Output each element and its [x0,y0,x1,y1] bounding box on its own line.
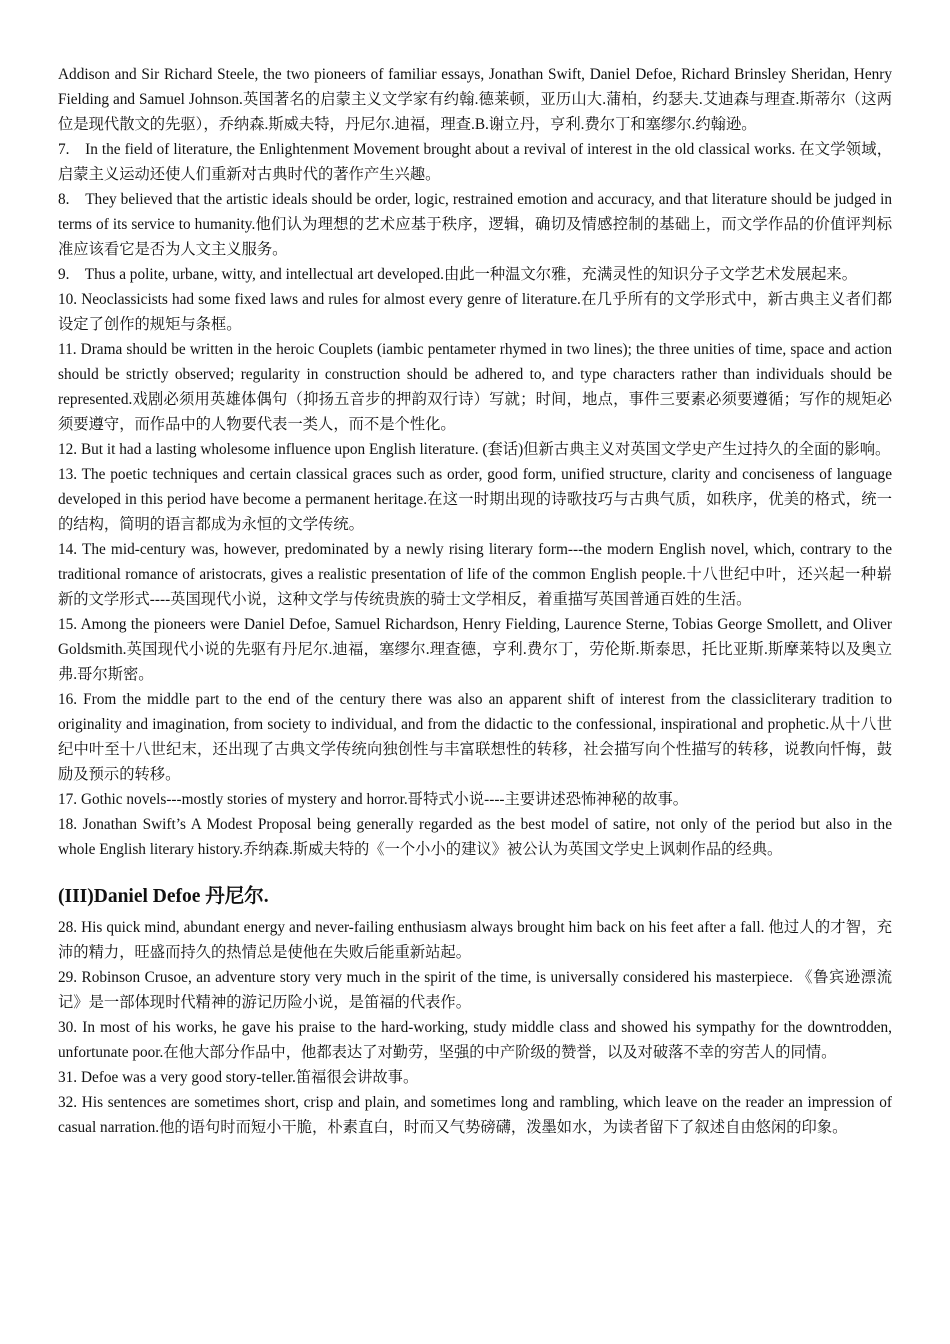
paragraph-11: 11. Drama should be written in the heroic Couplets (iambic pentameter rhymed in two lines); the three unities of time, space and action should be strictly observed; regularity in construction should be adhered to, and type characters rather than individuals should be represented.戏剧必须用英雄体偶句（抑扬五音步的押韵双行诗）写就；时间，地点，事件三要素必须要遵循；写作的规矩必须要遵守，而作品中的人物要代表一类人，而不是个性化。 [58,341,892,433]
paragraph-9: 9. Thus a polite, urbane, witty, and intellectual art developed.由此一种温文尔雅，充满灵性的知识分子文学艺术发展起来。 [58,266,858,283]
section-heading: (III)Daniel Defoe 丹尼尔. [58,886,269,907]
document-page [58,62,892,1140]
paragraph-18: 18. Jonathan Swift’s A Modest Proposal being generally regarded as the best model of satire, not only of the period but also in the whole English literary history.乔纳森.斯威夫特的《一个小小的建议》被公认为英国文学史上讽刺作品的经典。 [58,816,892,858]
paragraph-17: 17. Gothic novels---mostly stories of mystery and horror.哥特式小说----主要讲述恐怖神秘的故事。 [58,791,689,808]
paragraph-8: 8. They believed that the artistic ideals should be order, logic, restrained emotion and accuracy, and that literature should be judged in terms of its service to humanity.他们认为理想的艺术应基于秩序，逻辑，确切及情感控制的基础上，而文学作品的价值评判标准应该看它是否为人文主义服务。 [58,191,892,258]
paragraph-14: 14. The mid-century was, however, predominated by a newly rising literary form---the modern English novel, which, contrary to the traditional romance of aristocrats, gives a realistic presentation of life of the common English people.十八世纪中叶，还兴起一种崭新的文学形式----英国现代小说，这种文学与传统贵族的骑士文学相反，着重描写英国普通百姓的生活。 [58,541,892,608]
paragraph-enlightenment-writers: Addison and Sir Richard Steele, the two pioneers of familiar essays, Jonathan Swift, Daniel Defoe, Richard Brinsley Sheridan, Henry Fielding and Samuel Johnson.英国著名的启蒙主义文学家有约翰.德莱顿，亚历山大.蒲柏，约瑟夫.艾迪森与理查.斯蒂尔（这两位是现代散文的先驱），乔纳森.斯威夫特，丹尼尔.迪福，理查.B.谢立丹，亨利.费尔丁和塞缪尔.约翰逊。 [58,66,892,133]
paragraph-16: 16. From the middle part to the end of the century there was also an apparent shift of interest from the classicliterary tradition to originality and imagination, from society to individual, and from the didactic to the confessional, inspirational and prophetic.从十八世纪中叶至十八世纪末，还出现了古典文学传统向独创性与丰富联想性的转移，社会描写向个性描写的转移，说教向忏悔，鼓励及预示的转移。 [58,691,892,783]
paragraph-31: 31. Defoe was a very good story-teller.笛福很会讲故事。 [58,1069,419,1086]
paragraph-7: 7. In the field of literature, the Enlightenment Movement brought about a revival of interest in the old classical works. 在文学领域，启蒙主义运动还使人们重新对古典时代的著作产生兴趣。 [58,141,892,183]
paragraph-29: 29. Robinson Crusoe, an adventure story very much in the spirit of the time, is universally considered his masterpiece. 《鲁宾逊漂流记》是一部体现时代精神的游记历险小说，是笛福的代表作。 [58,969,892,1011]
paragraph-15: 15. Among the pioneers were Daniel Defoe, Samuel Richardson, Henry Fielding, Laurence Sterne, Tobias George Smollett, and Oliver Goldsmith.英国现代小说的先驱有丹尼尔.迪福，塞缪尔.理查德，亨利.费尔丁，劳伦斯.斯泰思，托比亚斯.斯摩莱特以及奥立弗.哥尔斯密。 [58,616,892,683]
paragraph-32: 32. His sentences are sometimes short, crisp and plain, and sometimes long and rambling, which leave on the reader an impression of casual narration.他的语句时而短小干脆，朴素直白，时而又气势磅礴，泼墨如水，为读者留下了叙述自由悠闲的印象。 [58,1094,892,1136]
paragraph-10: 10. Neoclassicists had some fixed laws and rules for almost every genre of literature.在几乎所有的文学形式中，新古典主义者们都设定了创作的规矩与条框。 [58,291,892,333]
paragraph-12: 12. But it had a lasting wholesome influence upon English literature. (套话)但新古典主义对英国文学史产生过持久的全面的影响。 [58,441,891,458]
paragraph-28: 28. His quick mind, abundant energy and never-failing enthusiasm always brought him back on his feet after a fall. 他过人的才智，充沛的精力，旺盛而持久的热情总是使他在失败后能重新站起。 [58,919,892,961]
paragraph-30: 30. In most of his works, he gave his praise to the hard-working, study middle class and showed his sympathy for the downtrodden, unfortunate poor.在他大部分作品中，他都表达了对勤劳，坚强的中产阶级的赞誉，以及对破落不幸的穷苦人的同情。 [58,1019,892,1061]
paragraph-13: 13. The poetic techniques and certain classical graces such as order, good form, unified structure, clarity and conciseness of language developed in this period have become a permanent heritage.在这一时期出现的诗歌技巧与古典气质，如秩序，优美的格式，统一的结构，简明的语言都成为永恒的文学传统。 [58,466,892,533]
